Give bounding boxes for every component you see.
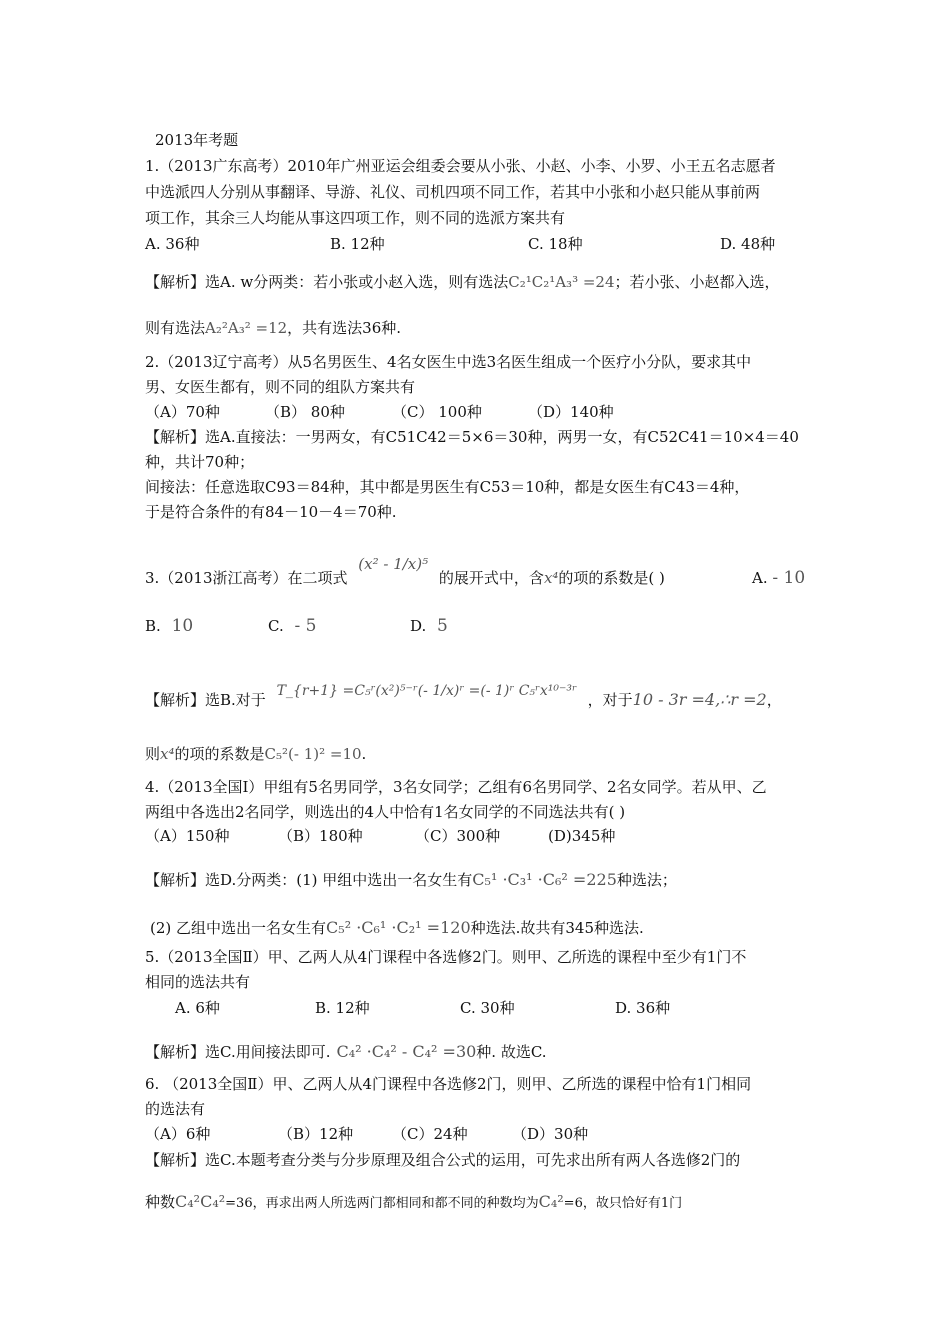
q5-line-1: 5.（2013全国Ⅱ）甲、乙两人从4门课程中各选修2门。则甲、乙所选的课程中至少有1门不 [145,948,747,966]
q6-formula-1: C₄²C₄² [175,1192,226,1211]
q3-solution-text: 【解析】选B.对于 [145,691,266,709]
q3-solution-text-c: ， [766,691,782,709]
q3-option-d-value: 5 [437,616,448,636]
q3-option-c-label: C. [268,617,284,635]
q4-solution-line-1 [145,870,677,890]
q6-line-1: 6. （2013全国Ⅱ）甲、乙两人从4门课程中各选修2门，则甲、乙所选的课程中恰有1门相同 [145,1075,752,1093]
q5-formula: C₄² ·C₄² - C₄² =30 [336,1042,477,1061]
q3-option-a [752,568,805,588]
q3-formula-coefficient: C₅²(- 1)² =10 [264,745,362,763]
q5-option-a: A. 6种 [175,999,220,1017]
q3-solution-text-2c: . [361,745,367,763]
q5-option-d: D. 36种 [615,999,671,1017]
q3-option-c-value: - 5 [294,616,317,636]
q1-solution-text: 【解析】选A. w分两类：若小张或小赵入选，则有选法 [145,273,509,291]
q3-solution-text-2b: 的项的系数是 [174,745,265,763]
q2-solution-line-1: 【解析】选A.直接法：一男两女，有C51C42＝5×6＝30种，两男一女，有C52C41＝10×4＝40 [145,428,799,446]
q4-option-b: （B）180种 [278,827,363,845]
q3-stem-text: 3.（2013浙江高考）在二项式 [145,569,348,587]
q1-option-d: D. 48种 [720,235,776,253]
q3-solution-text-b: ，对于 [587,691,633,709]
q3-option-d [410,616,448,636]
q5-solution-text: 【解析】选C.用间接法即可. [145,1043,331,1061]
q1-formula-2: A₂²A₃² =12 [205,319,288,337]
q4-option-c: （C）300种 [415,827,501,845]
q4-line-1: 4.（2013全国Ⅰ）甲组有5名男同学，3名女同学；乙组有6名男同学、2名女同学。若从甲、乙 [145,778,767,796]
q4-option-d: (D)345种 [548,827,616,845]
q2-option-d: （D）140种 [528,403,614,421]
q3-formula-r: 10 - 3r =4,∴r =2 [632,690,767,709]
q1-solution-text-2b: ，共有选法36种. [287,319,402,337]
q2-option-b: （B） 80种 [265,403,345,421]
q1-line-2: 中选派四人分别从事翻译、导游、礼仪、司机四项不同工作，若其中小张和小赵只能从事前两 [145,183,761,201]
q6-solution-text: 种数 [145,1193,176,1211]
q1-solution-text-2: 则有选法 [145,319,206,337]
q6-option-a: （A）6种 [145,1125,211,1143]
q4-solution-text: 【解析】选D.分两类：(1) 甲组中选出一名女生有 [145,871,473,889]
q1-solution-line-2 [145,318,401,338]
q1-solution-text-b: ；若小张、小赵都入选， [614,273,780,291]
q2-solution-line-4: 于是符合条件的有84－10－4＝70种. [145,503,397,521]
q3-option-d-label: D. [410,617,427,635]
q6-solution-text-b: =36，再求出两人所选两门都相同和都不同的种数均为 [225,1196,539,1211]
q3-option-c [268,616,316,636]
q6-formula-2: C₄² [538,1192,564,1211]
q6-solution-line-2 [145,1192,682,1214]
q1-option-c: C. 18种 [528,235,583,253]
q4-solution-text-b: 种选法； [616,871,677,889]
q3-solution-text-2: 则 [145,745,161,763]
q1-solution-line-1 [145,272,780,292]
q1-formula-1: C₂¹C₂¹A₃³ =24 [508,273,615,291]
q3-formula-general-term: T_{r+1} =C₅ʳ(x²)⁵⁻ʳ(- 1/x)ʳ =(- 1)ʳ C₅ʳx¹⁰⁻³ʳ [276,683,577,699]
q1-option-b: B. 12种 [330,235,385,253]
q5-option-c: C. 30种 [460,999,515,1017]
q3-stem [145,555,665,588]
q2-solution-line-3: 间接法：任意选取C93＝84种，其中都是男医生有C53＝10种，都是女医生有C43＝4种， [145,478,750,496]
q3-solution-line-2 [145,744,366,764]
q3-stem-text-b: 的展开式中，含 [438,569,544,587]
q2-option-c: （C） 100种 [392,403,482,421]
q3-option-a-value: - 10 [772,568,806,588]
q4-formula-1: C₅¹ ·C₃¹ ·C₆² =225 [472,870,617,889]
q3-stem-text-c: 的项的系数是( ) [558,569,665,587]
q6-option-c: （C）24种 [392,1125,468,1143]
q5-solution-text-b: 种. 故选C. [476,1043,547,1061]
q3-option-b [145,616,193,636]
q6-solution-text-c: =6，故只恰好有1门 [563,1196,683,1211]
q6-option-d: （D）30种 [512,1125,589,1143]
q4-solution-text-2b: 种选法.故共有345种选法. [470,919,644,937]
q6-option-b: （B）12种 [278,1125,354,1143]
q4-solution-line-2 [150,918,644,938]
q5-line-2: 相同的选法共有 [145,973,251,991]
q5-solution-line-1 [145,1042,547,1062]
q3-option-b-label: B. [145,617,161,635]
q2-line-1: 2.（2013辽宁高考）从5名男医生、4名女医生中选3名医生组成一个医疗小分队，要求其中 [145,353,752,371]
q2-solution-line-2: 种，共计70种； [145,453,255,471]
section-title: 2013年考题 [155,131,239,149]
q6-line-2: 的选法有 [145,1100,206,1118]
q6-solution-line-1: 【解析】选C.本题考查分类与分步原理及组合公式的运用，可先求出所有两人各选修2门的 [145,1151,741,1169]
q3-solution-line-1 [145,683,782,711]
q1-option-a: A. 36种 [145,235,200,253]
q5-option-b: B. 12种 [315,999,370,1017]
q2-line-2: 男、女医生都有，则不同的组队方案共有 [145,378,416,396]
q1-line-3: 项工作，其余三人均能从事这四项工作，则不同的选派方案共有 [145,209,566,227]
q3-x4-2: x⁴ [160,745,175,763]
q3-x4: x⁴ [543,569,559,587]
q4-solution-text-2: (2) 乙组中选出一名女生有 [150,919,327,937]
q3-binomial-expression: (x² - 1/x)⁵ [358,555,429,573]
q2-option-a: （A）70种 [145,403,220,421]
q4-option-a: （A）150种 [145,827,230,845]
q3-option-b-value: 10 [171,616,194,636]
q3-option-a-label: A. [752,569,768,587]
q1-line-1: 1.（2013广东高考）2010年广州亚运会组委会要从小张、小赵、小李、小罗、小王五名志愿者 [145,157,776,175]
q4-line-2: 两组中各选出2名同学，则选出的4人中恰有1名女同学的不同选法共有( ) [145,803,626,821]
q4-formula-2: C₅² ·C₆¹ ·C₂¹ =120 [326,918,471,937]
